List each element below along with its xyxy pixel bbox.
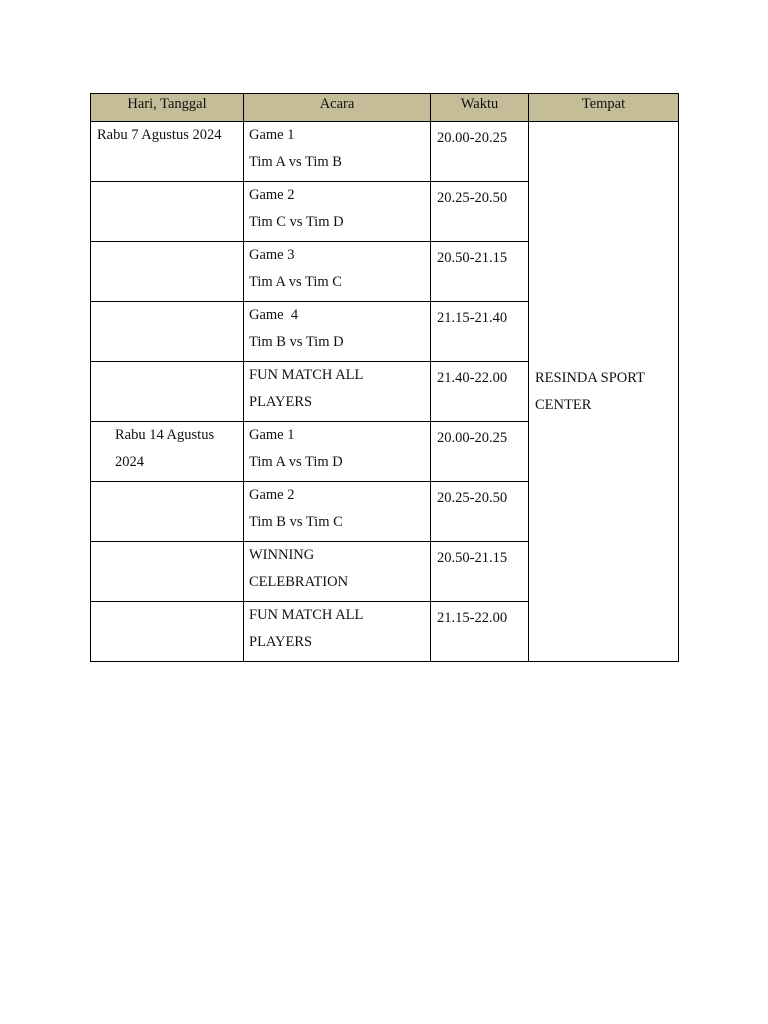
schedule-table — [90, 93, 679, 662]
event-cell — [244, 242, 431, 302]
event-cell — [244, 182, 431, 242]
event-cell — [244, 422, 431, 482]
time-cell: 20.25-20.50 — [431, 482, 529, 542]
day-cell — [91, 542, 244, 602]
day-cell — [91, 302, 244, 362]
event-detail: Tim A vs Tim B — [249, 153, 342, 170]
event-title: WINNING — [249, 547, 315, 563]
venue-line: RESINDA SPORT — [535, 369, 645, 386]
day-cell: Rabu 14 Agustus 2024 — [91, 422, 244, 482]
time-cell: 20.25-20.50 — [431, 182, 529, 242]
event-title: Game 1 — [249, 427, 295, 443]
table-row — [91, 122, 679, 182]
time-cell: 21.15-21.40 — [431, 302, 529, 362]
venue-cell — [529, 122, 679, 662]
event-detail: Tim A vs Tim C — [249, 273, 342, 290]
day-cell — [91, 602, 244, 662]
header-venue: Tempat — [529, 94, 679, 122]
event-title: Game 3 — [249, 247, 295, 263]
day-cell — [91, 242, 244, 302]
event-title: FUN MATCH ALL — [249, 367, 364, 383]
event-title: Game 2 — [249, 487, 295, 503]
time-cell: 20.50-21.15 — [431, 542, 529, 602]
event-title: FUN MATCH ALL — [249, 607, 364, 623]
time-cell: 21.40-22.00 — [431, 362, 529, 422]
event-cell — [244, 362, 431, 422]
event-cell — [244, 482, 431, 542]
event-detail: Tim A vs Tim D — [249, 453, 343, 470]
event-cell — [244, 122, 431, 182]
day-cell — [91, 482, 244, 542]
event-detail: Tim B vs Tim D — [249, 333, 344, 350]
table-header-row — [91, 94, 679, 122]
event-cell — [244, 542, 431, 602]
header-event: Acara — [244, 94, 431, 122]
header-time: Waktu — [431, 94, 529, 122]
event-detail: Tim C vs Tim D — [249, 213, 344, 230]
day-cell — [91, 362, 244, 422]
event-title: Game 4 — [249, 307, 299, 323]
event-detail: CELEBRATION — [249, 573, 349, 590]
time-cell: 20.00-20.25 — [431, 422, 529, 482]
header-day: Hari, Tanggal — [91, 94, 244, 122]
event-detail: PLAYERS — [249, 393, 313, 410]
event-detail: Tim B vs Tim C — [249, 513, 343, 530]
event-detail: PLAYERS — [249, 633, 313, 650]
event-title: Game 2 — [249, 187, 295, 203]
day-cell: Rabu 7 Agustus 2024 — [91, 122, 244, 182]
event-cell — [244, 302, 431, 362]
event-title: Game 1 — [249, 127, 295, 143]
day-cell — [91, 182, 244, 242]
venue-line: CENTER — [535, 396, 592, 413]
event-cell — [244, 602, 431, 662]
time-cell: 20.00-20.25 — [431, 122, 529, 182]
time-cell: 21.15-22.00 — [431, 602, 529, 662]
time-cell: 20.50-21.15 — [431, 242, 529, 302]
